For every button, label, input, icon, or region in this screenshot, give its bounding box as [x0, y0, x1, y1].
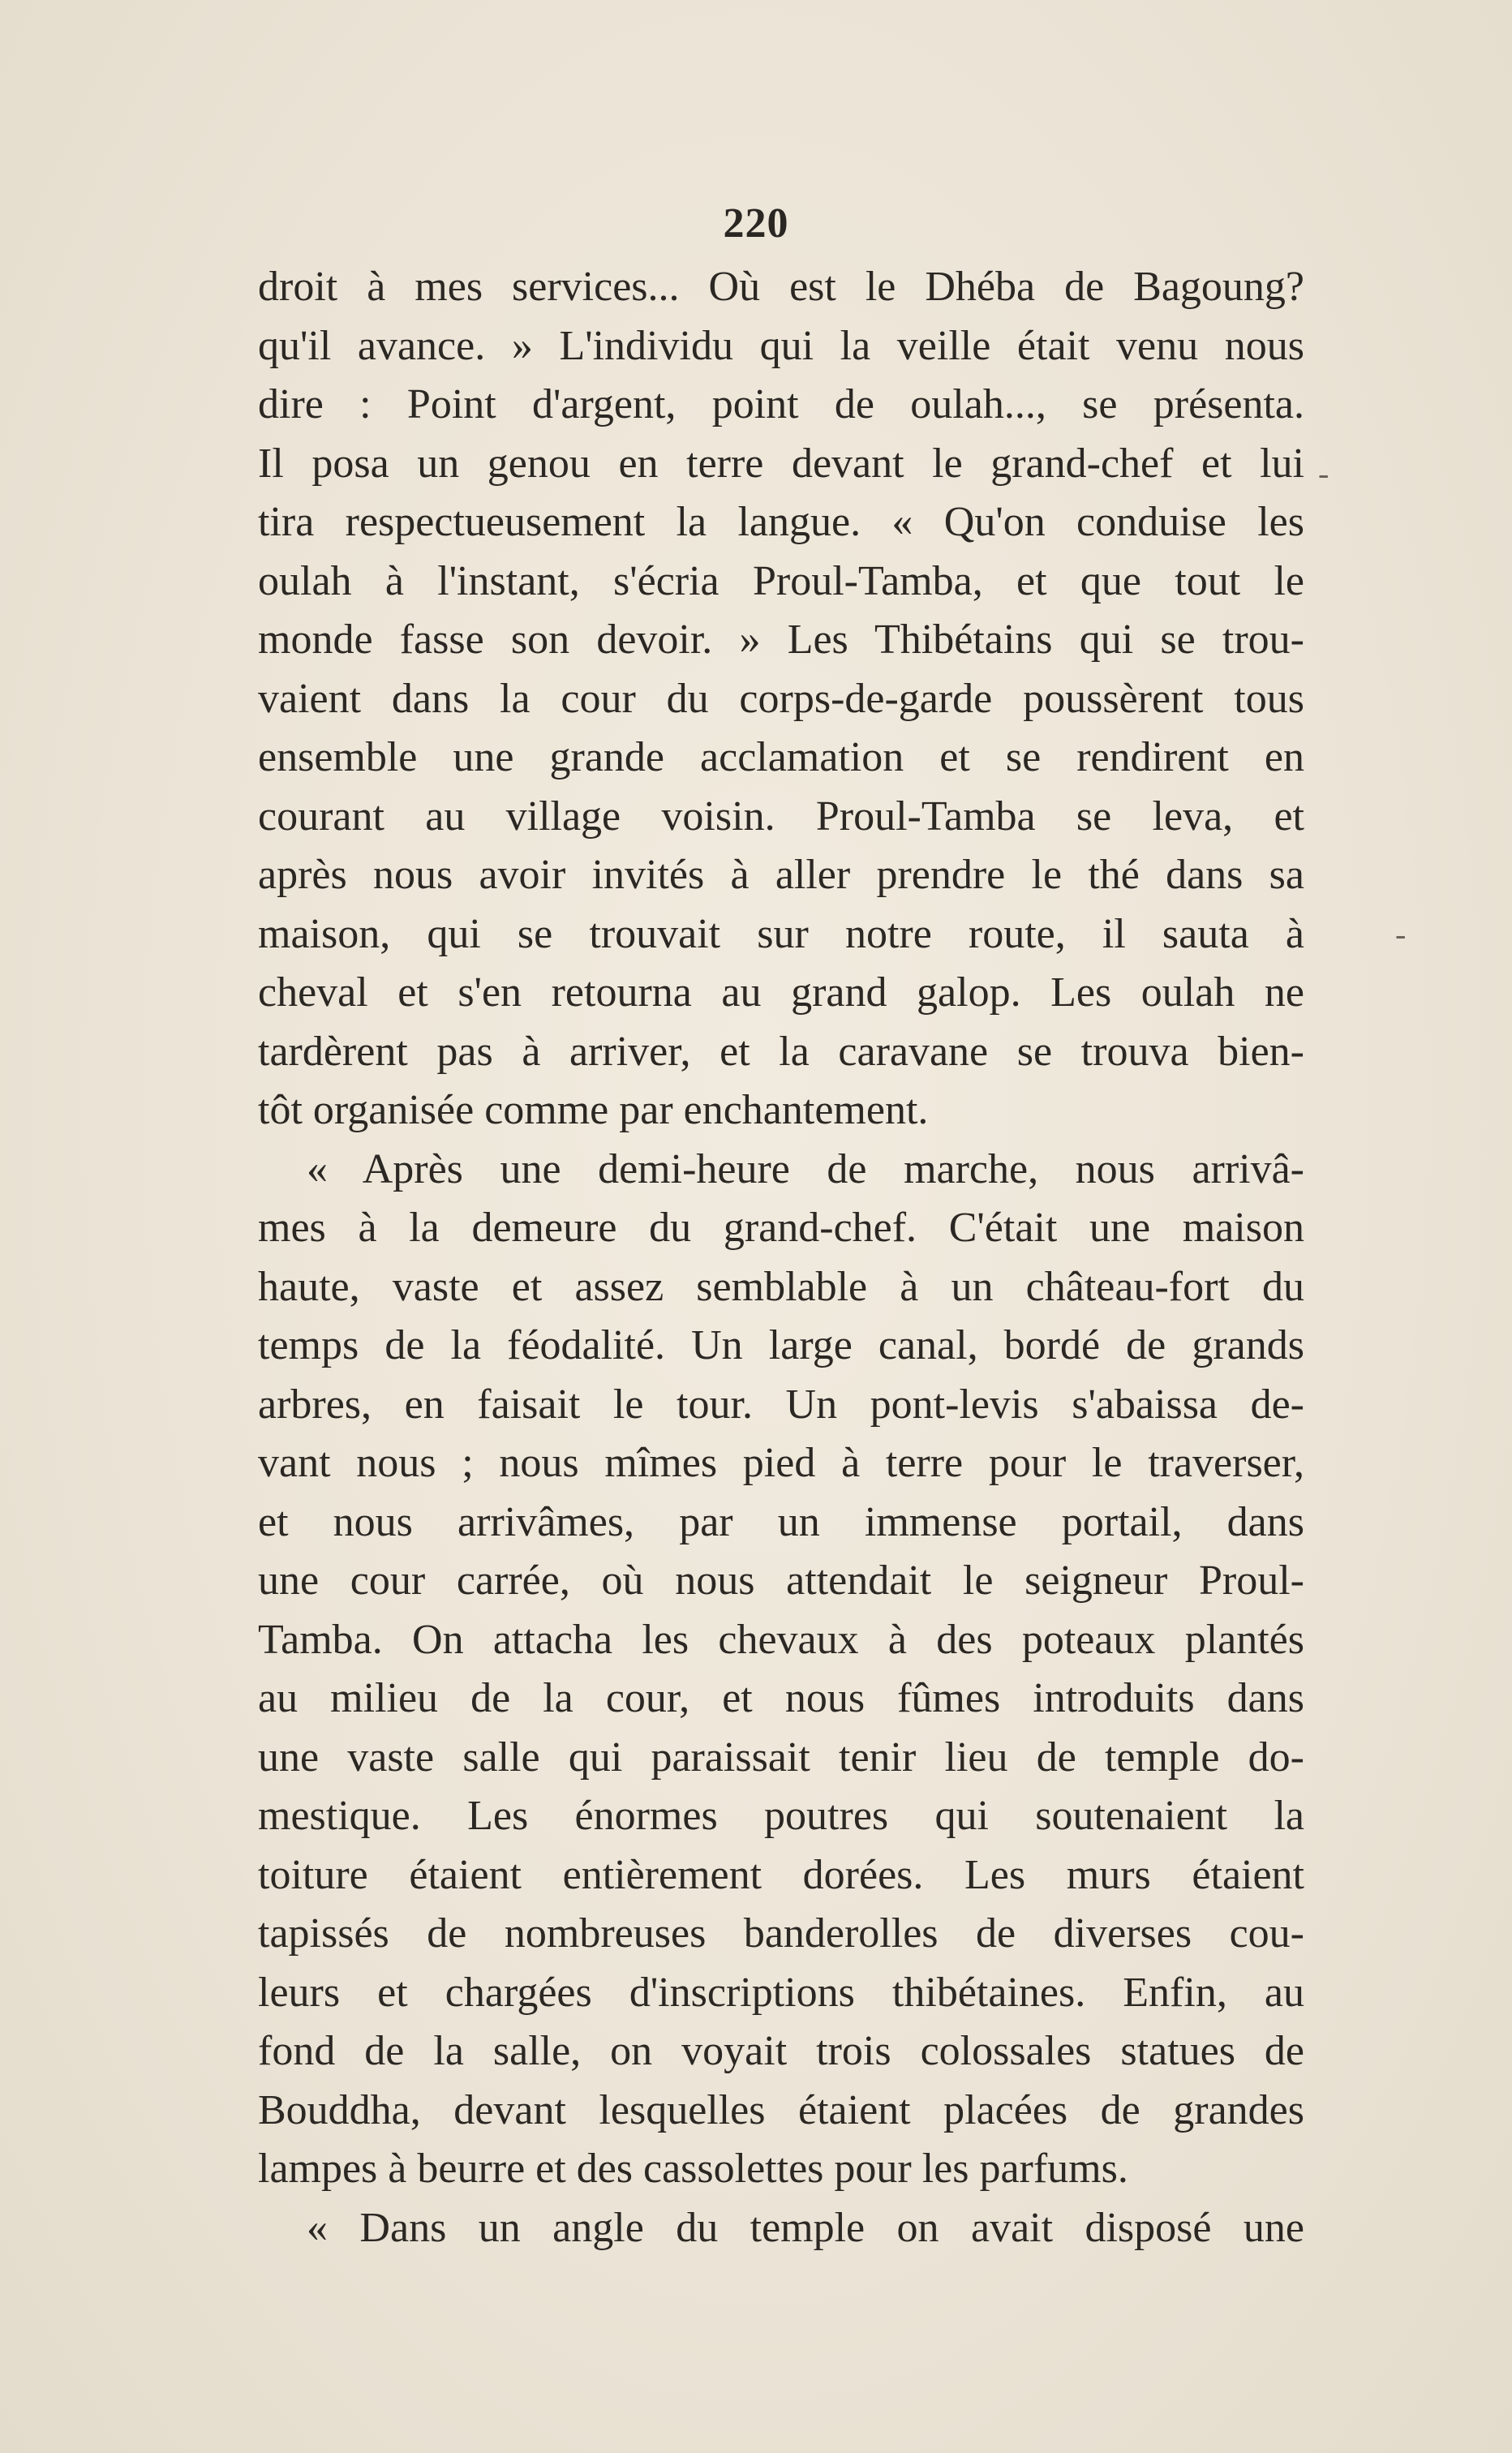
text-line: monde fasse son devoir. » Les Thibétains qui se trou-	[258, 616, 1304, 663]
text-line: qu'il avance. » L'individu qui la veille était venu nous	[258, 322, 1304, 369]
text-line: courant au village voisin. Proul-Tamba se leva, et	[258, 793, 1304, 840]
margin-mark: -	[1318, 455, 1329, 492]
text-line: tapissés de nombreuses banderolles de diverses cou-	[258, 1910, 1304, 1957]
text-line: tardèrent pas à arriver, et la caravane se trouva bien-	[258, 1028, 1304, 1075]
text-line: haute, vaste et assez semblable à un château-fort du	[258, 1263, 1304, 1310]
text-line: une cour carrée, où nous attendait le seigneur Proul-	[258, 1557, 1304, 1604]
text-line: leurs et chargées d'inscriptions thibétaines. Enfin, au	[258, 1969, 1304, 2016]
text-line: oulah à l'instant, s'écria Proul-Tamba, et que tout le	[258, 557, 1304, 604]
text-line: fond de la salle, on voyait trois colossales statues de	[258, 2028, 1304, 2074]
text-line: « Après une demi-heure de marche, nous arrivâ-	[307, 1145, 1304, 1192]
text-line: droit à mes services... Où est le Dhéba de Bagoung?	[258, 264, 1304, 310]
text-line: après nous avoir invités à aller prendre le thé dans sa	[258, 852, 1304, 898]
margin-mark: -	[1395, 916, 1407, 952]
text-line: maison, qui se trouvait sur notre route, il sauta à	[258, 910, 1304, 957]
text-line: tira respectueusement la langue. « Qu'on conduise les	[258, 499, 1304, 545]
text-line: Bouddha, devant lesquelles étaient placées de grandes	[258, 2086, 1304, 2133]
page-number: 220	[723, 200, 789, 247]
text-line: toiture étaient entièrement dorées. Les murs étaient	[258, 1851, 1304, 1898]
text-line: « Dans un angle du temple on avait disposé une	[307, 2204, 1304, 2251]
text-line: vant nous ; nous mîmes pied à terre pour le traverser,	[258, 1440, 1304, 1486]
text-line: ensemble une grande acclamation et se rendirent en	[258, 734, 1304, 780]
text-line: mestique. Les énormes poutres qui soutenaient la	[258, 1793, 1304, 1839]
text-line: temps de la féodalité. Un large canal, bordé de grands	[258, 1322, 1304, 1368]
text-line: arbres, en faisait le tour. Un pont-levis s'abaissa de-	[258, 1381, 1304, 1428]
text-line: au milieu de la cour, et nous fûmes introduits dans	[258, 1675, 1304, 1721]
text-line: et nous arrivâmes, par un immense portail, dans	[258, 1498, 1304, 1545]
text-line: dire : Point d'argent, point de oulah..., se présenta.	[258, 381, 1304, 427]
text-line: mes à la demeure du grand-chef. C'était une maison	[258, 1205, 1304, 1251]
text-line: vaient dans la cour du corps-de-garde poussèrent tous	[258, 675, 1304, 722]
text-line: tôt organisée comme par enchantement.	[258, 1087, 929, 1133]
text-line: Tamba. On attacha les chevaux à des poteaux plantés	[258, 1616, 1304, 1663]
text-line: une vaste salle qui paraissait tenir lieu de temple do-	[258, 1733, 1304, 1781]
text-line: cheval et s'en retourna au grand galop. Les oulah ne	[258, 969, 1304, 1016]
text-line: lampes à beurre et des cassolettes pour les parfums.	[258, 2146, 1128, 2192]
text-line: Il posa un genou en terre devant le grand-chef et lui	[258, 440, 1304, 487]
body-text	[258, 258, 1304, 2258]
